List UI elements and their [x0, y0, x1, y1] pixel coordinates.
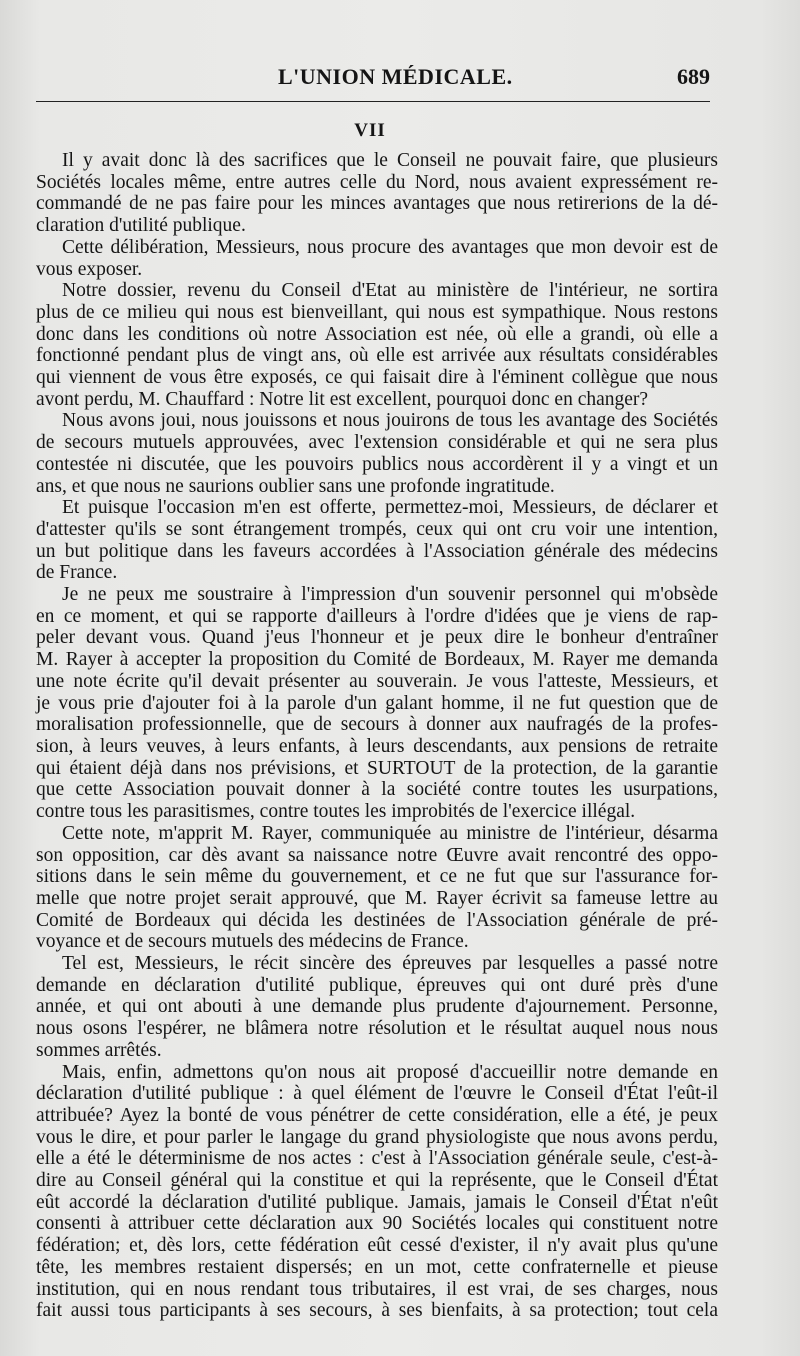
text-line: peler devant vous. Quand j'eus l'honneur et je peux dire le bonheur d'entraîner	[36, 627, 718, 649]
text-line: fait aussi tous participants à ses secours, à ses bienfaits, à sa protection; tout cela	[36, 1300, 718, 1322]
text-line: Et puisque l'occasion m'en est offerte, permettez-moi, Messieurs, de déclarer et	[62, 497, 718, 519]
text-line: eût accordé la déclaration d'utilité publique. Jamais, jamais le Conseil d'État n'eût	[36, 1191, 718, 1213]
text-line: je vous prie d'ajouter foi à la parole d'un galant homme, il ne fut question que de	[36, 692, 718, 714]
text-line: Cette délibération, Messieurs, nous procure des avantages que mon devoir est de	[62, 236, 718, 258]
text-line: d'attester qu'ils se sont étrangement trompés, ceux qui ont cru voir une intention,	[36, 518, 718, 540]
text-line: Nous avons joui, nous jouissons et nous jouirons de tous les avantage des Sociétés	[62, 410, 718, 432]
paragraph	[36, 150, 718, 237]
text-line: qui étaient déjà dans nos prévisions, et SURTOUT de la protection, de la garantie	[36, 757, 718, 779]
paragraph	[36, 953, 718, 1062]
running-header	[60, 64, 710, 94]
text-line: sitions dans le sein même du gouvernement, et ce ne fut que sur l'assurance for-	[36, 866, 718, 888]
text-line: avont perdu, M. Chauffard : Notre lit est excellent, pourquoi donc en changer?	[36, 388, 649, 410]
text-line: demande en déclaration d'utilité publique, épreuves qui ont duré près d'une	[36, 974, 718, 996]
text-line: année, et qui ont abouti à une demande plus prudente d'ajournement. Personne,	[36, 996, 718, 1018]
text-line: déclaration d'utilité publique : à quel élément de l'œuvre le Conseil d'État l'eût-il	[36, 1083, 718, 1105]
text-line: son opposition, car dès avant sa naissance notre Œuvre avait rencontré des oppo-	[36, 844, 718, 866]
text-line: commandé de ne pas faire pour les minces avantages que nous retirerions de la dé-	[36, 193, 718, 215]
text-line: plus de ce milieu qui nous est bienveillant, qui nous est sympathique. Nous restons	[36, 301, 718, 323]
paragraph	[36, 823, 718, 953]
text-line: Cette note, m'apprit M. Rayer, communiquée au ministre de l'intérieur, désarma	[62, 822, 718, 844]
text-line: fonctionné pendant plus de vingt ans, où elle est arrivée aux résultats considérables	[36, 345, 718, 367]
text-line: contre tous les parasitismes, contre toutes les improbités de l'exercice illégal.	[36, 801, 636, 823]
body-text	[36, 150, 718, 1322]
text-line: consenti à attribuer cette déclaration aux 90 Sociétés locales qui constituent notre	[36, 1213, 718, 1235]
text-line: voyance et de secours mutuels des médecins de France.	[36, 931, 469, 953]
text-line: que cette Association pouvait donner à la société contre toutes les usurpations,	[36, 779, 718, 801]
paragraph	[36, 280, 718, 410]
text-line: M. Rayer à accepter la proposition du Comité de Bordeaux, M. Rayer me demanda	[36, 649, 718, 671]
text-line: contestée ni discutée, que les pouvoirs publics nous accordèrent il y a vingt et un	[36, 453, 718, 475]
text-line: de secours mutuels approuvées, avec l'extension considérable et qui ne sera plus	[36, 432, 718, 454]
text-line: Sociétés locales même, entre autres celle du Nord, nous avaient expressément re-	[36, 171, 718, 193]
text-line: elle a été le déterminisme de nos actes : c'est à l'Association générale seule, c'est-à-	[36, 1148, 718, 1170]
text-line: Comité de Bordeaux qui décida les destinées de l'Association générale de pré-	[36, 909, 718, 931]
text-line: Mais, enfin, admettons qu'on nous ait proposé d'accueillir notre demande en	[62, 1061, 718, 1083]
text-line: sommes arrêtés.	[36, 1039, 162, 1061]
text-line: qui viennent de vous être exposés, ce qui faisait dire à l'éminent collègue que nous	[36, 367, 718, 389]
text-line: Je ne peux me soustraire à l'impression d'un souvenir personnel qui m'obsède	[62, 584, 718, 606]
text-line: Tel est, Messieurs, le récit sincère des épreuves par lesquelles a passé notre	[62, 953, 718, 975]
paragraph	[36, 410, 718, 497]
text-line: institution, qui en nous rendant tous tributaires, il est vrai, de ses charges, nous	[36, 1278, 718, 1300]
page-number: 689	[677, 64, 710, 89]
paragraph	[36, 497, 718, 584]
text-line: une note écrite qu'il devait présenter au souverain. Je vous l'atteste, Messieurs, et	[36, 670, 718, 692]
text-line: vous exposer.	[36, 258, 143, 280]
text-line: melle que notre projet serait approuvé, que M. Rayer écrivit sa fameuse lettre au	[36, 887, 718, 909]
text-line: Il y avait donc là des sacrifices que le Conseil ne pouvait faire, que plusieurs	[62, 150, 718, 171]
text-line: nous osons l'espérer, ne blâmera notre résolution et le résultat auquel nous nous	[36, 1018, 718, 1040]
text-line: dire au Conseil général qui la constitue et qui la représente, que le Conseil d'État	[36, 1170, 718, 1192]
section-heading: VII	[354, 120, 386, 141]
text-line: donc dans les conditions où notre Association est née, où elle a grandi, où elle a	[36, 323, 718, 345]
text-line: de France.	[36, 562, 118, 584]
journal-title: L'UNION MÉDICALE.	[278, 64, 513, 89]
text-line: moralisation professionnelle, que de secours à donner aux naufragés de la profes-	[36, 714, 718, 736]
text-line: attribuée? Ayez la bonté de vous pénétrer de cette considération, elle a été, je peux	[36, 1104, 718, 1126]
text-line: claration d'utilité publique.	[36, 215, 246, 237]
text-line: ans, et que nous ne saurions oublier sans une profonde ingratitude.	[36, 475, 555, 497]
paragraph	[36, 1062, 718, 1322]
paragraph	[36, 584, 718, 823]
text-line: sion, à leurs veuves, à leurs enfants, à leurs descendants, aux pensions de retraite	[36, 735, 718, 757]
paragraph	[36, 237, 718, 280]
text-line: Notre dossier, revenu du Conseil d'Etat au ministère de l'intérieur, ne sortira	[62, 280, 718, 302]
text-line: en ce moment, et qui se rapporte d'ailleurs à l'ordre d'idées que je viens de rap-	[36, 605, 718, 627]
text-line: tête, les membres restaient dispersés; en un mot, cette confraternelle et pieuse	[36, 1256, 718, 1278]
text-line: fédération; et, dès lors, cette fédération eût cessé d'exister, il n'y avait plus qu'une	[36, 1235, 718, 1257]
header-rule	[36, 101, 710, 102]
text-line: un but politique dans les faveurs accordées à l'Association générale des médecins	[36, 540, 718, 562]
text-line: vous le dire, et pour parler le langage du grand physiologiste que nous avons perdu,	[36, 1126, 718, 1148]
